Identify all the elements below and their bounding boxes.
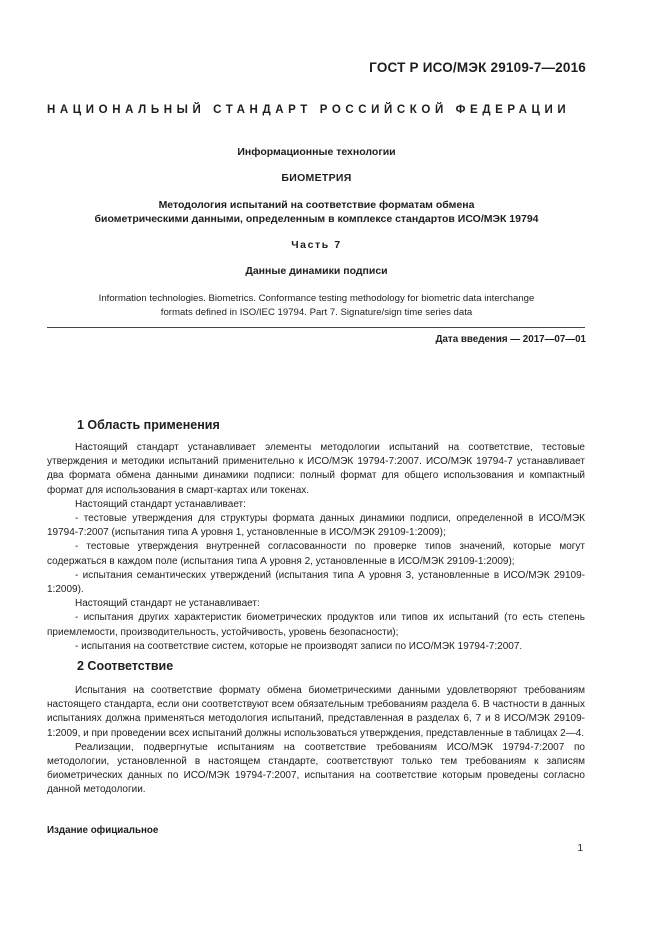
title-category: Информационные технологии <box>237 146 396 158</box>
section-body-scope <box>47 441 585 654</box>
paragraph: Настоящий стандарт устанавливает элементы методологии испытаний на соответствие, тестовые утверждения и методики испытаний применительно к ИСО/МЭК 19794-7:2007. ИСО/МЭК 19794-7 устанавливает два формата обмена данными динамики подписи: полный формат для общего использования и компактный формат для использования в смарт-картах или токенах. <box>47 442 585 496</box>
title-main-line1: Методология испытаний на соответствие форматам обмена <box>158 199 475 211</box>
title-part: Часть 7 <box>291 239 342 251</box>
paragraph: Испытания на соответствие формату обмена биометрическими данными удовлетворяют требованиям настоящего стандарта, если они соответствуют всем обязательным требованиям раздела 6. В частности в данных испытаниях должна применяться методология испытаний, представленная в разделах 6, 7 и 8 ИСО/МЭК 29109-1:2009, и при проведении всех испытаний должны использоваться утверждения, представленные в таблицах 2—4. <box>47 685 585 739</box>
document-id: ГОСТ Р ИСО/МЭК 29109-7—2016 <box>369 60 586 75</box>
list-item: - испытания на соответствие систем, которые не производят записи по ИСО/МЭК 19794-7:2007. <box>75 640 523 652</box>
edition-note: Издание официальное <box>47 825 159 836</box>
list-item: - тестовые утверждения внутренней согласованности по проверке типов значений, которые могут содержаться в каждом поле (испытания типа А уровня 2, установленные в ИСО/МЭК 29109-1:2009); <box>47 541 585 567</box>
list-item: - испытания других характеристик биометрических продуктов или типов их испытаний (то есть степень приемлемости, производительность, устойчивость, уровень безопасности); <box>47 612 585 638</box>
introduction-date: Дата введения — 2017—07—01 <box>435 334 586 345</box>
list-item: - испытания семантических утверждений (испытания типа А уровня 3, установленные в ИСО/МЭК 29109-1:2009). <box>47 569 585 596</box>
list-item: - тестовые утверждения для структуры формата данных динамики подписи, определенной в ИСО/МЭК 19794-7:2007 (испытания типа А уровня 1, установленные в ИСО/МЭК 29109-1:2009); <box>47 513 585 539</box>
title-subject: БИОМЕТРИЯ <box>281 172 352 184</box>
section-heading-scope: 1 Область применения <box>77 418 220 432</box>
paragraph: Настоящий стандарт не устанавливает: <box>75 598 260 610</box>
title-english-line1: Information technologies. Biometrics. Conformance testing methodology for biometric data interchange <box>98 293 535 304</box>
title-part-name: Данные динамики подписи <box>245 265 388 277</box>
title-main-line2: биометрическими данными, определенным в комплексе стандартов ИСО/МЭК 19794 <box>94 213 539 225</box>
title-english <box>47 292 586 320</box>
page-number: 1 <box>577 843 583 854</box>
section-heading-conformance: 2 Соответствие <box>77 659 174 673</box>
national-standard-title: НАЦИОНАЛЬНЫЙ СТАНДАРТ РОССИЙСКОЙ ФЕДЕРАЦИИ <box>47 104 571 116</box>
paragraph: Реализации, подвергнутые испытаниям на соответствие требованиям ИСО/МЭК 19794-7:2007 по методологии, установленной в настоящем стандарте, соответствуют только тем требованиям к записям биометрических данных по ИСО/МЭК 19794-7:2007, испытания на соответствие которым проведены согласно данной методологии. <box>47 741 585 796</box>
title-english-line2: formats defined in ISO/IEC 19794. Part 7. Signature/sign time series data <box>160 307 473 318</box>
title-main <box>47 198 586 226</box>
divider <box>47 327 585 328</box>
paragraph: Настоящий стандарт устанавливает: <box>75 498 246 510</box>
section-body-conformance <box>47 684 585 798</box>
